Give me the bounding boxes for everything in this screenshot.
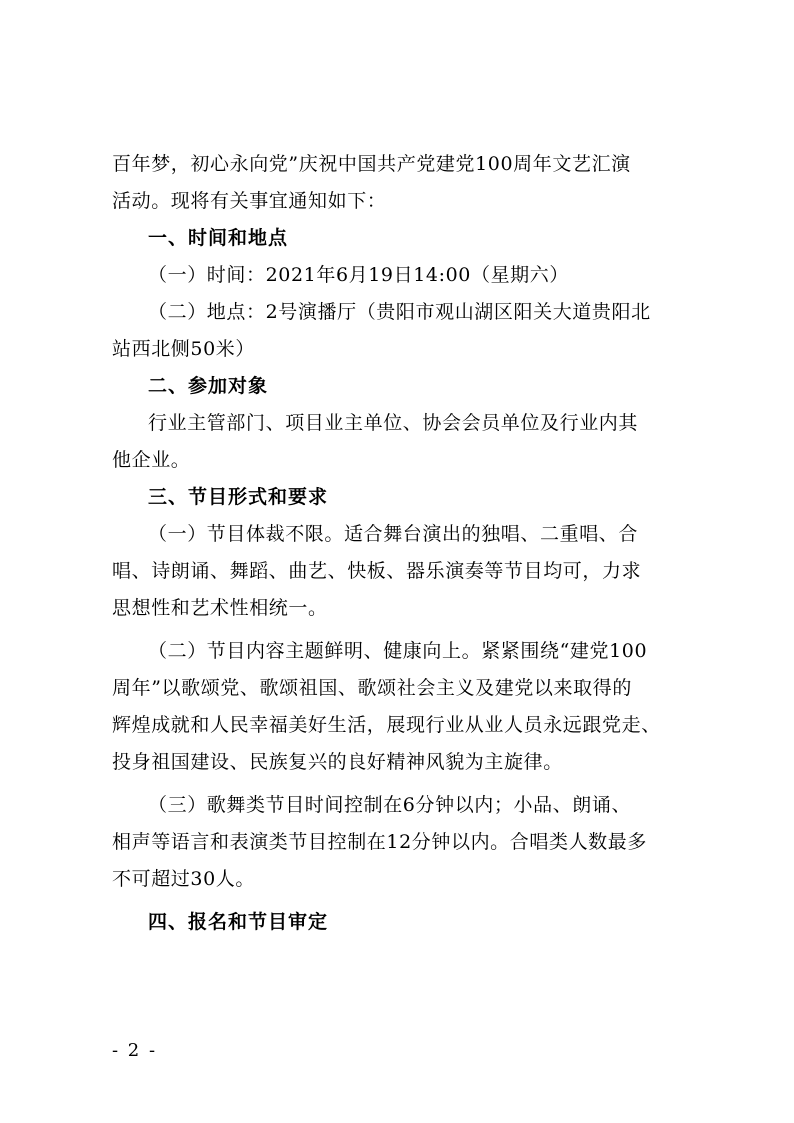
section-3-item-1-line-1: （一）节目体裁不限。适合舞台演出的独唱、二重唱、合 — [148, 523, 639, 545]
section-3-item-2-line-3: 辉煌成就和人民幸福美好生活，展现行业从业人员永远跟党走、 — [112, 714, 661, 736]
section-3-item-2-line-1: （二）节目内容主题鲜明、健康向上。紧紧围绕“建党100 — [148, 640, 648, 662]
section-2-body-line-2: 他企业。 — [112, 449, 191, 471]
section-1-place-line-1: （二）地点：2号演播厅（贵阳市观山湖区阳关大道贵阳北 — [148, 301, 651, 323]
section-2-body-line-1: 行业主管部门、项目业主单位、协会会员单位及行业内其 — [148, 412, 639, 434]
section-3-item-2-line-4: 投身祖国建设、民族复兴的良好精神风貌为主旋律。 — [112, 751, 563, 773]
section-3-item-1-line-2: 唱、诗朗诵、舞蹈、曲艺、快板、器乐演奏等节目均可，力求 — [112, 560, 642, 582]
section-1-place-line-2: 站西北侧50米） — [112, 338, 255, 360]
section-3-item-3-line-1: （三）歌舞类节目时间控制在6分钟以内；小品、朗诵、 — [148, 794, 632, 816]
section-3-item-3-line-3: 不可超过30人。 — [112, 868, 255, 890]
section-3-heading: 三、节目形式和要求 — [148, 486, 329, 508]
section-2-heading: 二、参加对象 — [148, 375, 269, 397]
section-1-time: （一）时间：2021年6月19日14:00（星期六） — [148, 264, 569, 286]
section-3-item-3-line-2: 相声等语言和表演类节目控制在12分钟以内。合唱类人数最多 — [112, 831, 647, 853]
section-1-heading: 一、时间和地点 — [148, 227, 289, 249]
section-3-item-2-line-2: 周年”以歌颂党、歌颂祖国、歌颂社会主义及建党以来取得的 — [112, 677, 632, 699]
intro-line-1: 百年梦，初心永向党”庆祝中国共产党建党100周年文艺汇演 — [112, 153, 631, 175]
intro-line-2: 活动。现将有关事宜通知如下： — [112, 190, 387, 212]
section-3-item-1-line-3: 思想性和艺术性相统一。 — [112, 597, 328, 619]
page-number: - 2 - — [112, 1040, 158, 1061]
section-4-heading: 四、报名和节目审定 — [148, 911, 329, 933]
document-body — [112, 146, 692, 941]
